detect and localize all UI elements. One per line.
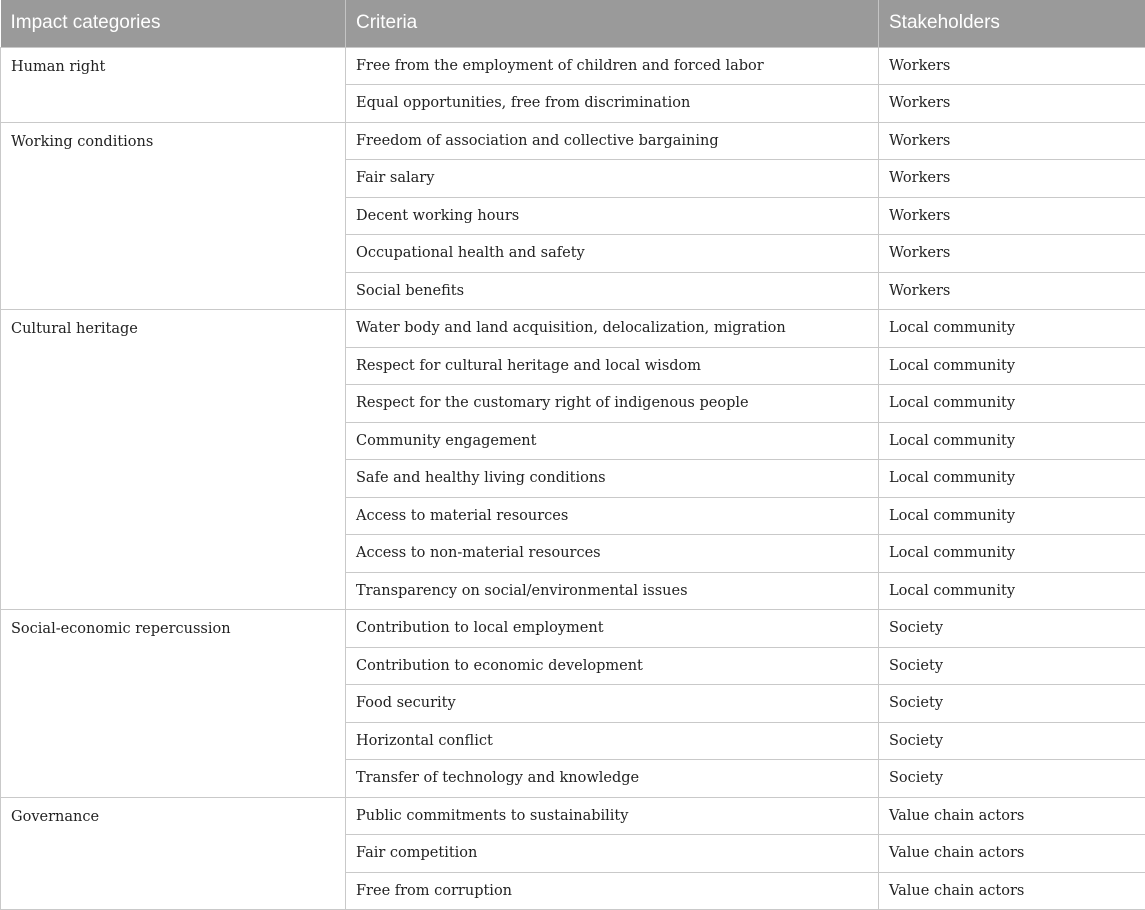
stakeholder-cell: Society — [879, 647, 1145, 685]
stakeholder-cell: Value chain actors — [879, 872, 1145, 910]
stakeholder-cell: Workers — [879, 85, 1145, 123]
criteria-cell: Contribution to economic development — [346, 647, 879, 685]
impact-category-cell: Governance — [1, 797, 346, 910]
criteria-cell: Transparency on social/environmental issues — [346, 572, 879, 610]
stakeholder-cell: Value chain actors — [879, 835, 1145, 873]
criteria-cell: Water body and land acquisition, delocalization, migration — [346, 310, 879, 348]
stakeholder-cell: Workers — [879, 197, 1145, 235]
stakeholder-cell: Society — [879, 722, 1145, 760]
impact-category-cell: Human right — [1, 47, 346, 122]
stakeholder-cell: Value chain actors — [879, 797, 1145, 835]
criteria-cell: Social benefits — [346, 272, 879, 310]
stakeholder-cell: Workers — [879, 235, 1145, 273]
criteria-cell: Access to material resources — [346, 497, 879, 535]
header-impact-categories: Impact categories — [1, 0, 346, 47]
criteria-cell: Freedom of association and collective bargaining — [346, 122, 879, 160]
impact-category-cell: Cultural heritage — [1, 310, 346, 610]
criteria-cell: Respect for the customary right of indigenous people — [346, 385, 879, 423]
criteria-cell: Safe and healthy living conditions — [346, 460, 879, 498]
stakeholder-cell: Local community — [879, 310, 1145, 348]
criteria-cell: Decent working hours — [346, 197, 879, 235]
header-stakeholders: Stakeholders — [879, 0, 1145, 47]
criteria-cell: Free from corruption — [346, 872, 879, 910]
criteria-cell: Food security — [346, 685, 879, 723]
stakeholder-cell: Local community — [879, 535, 1145, 573]
table-header — [1, 0, 1145, 47]
stakeholder-cell: Workers — [879, 272, 1145, 310]
table-body — [1, 47, 1145, 910]
header-row — [1, 0, 1145, 47]
impact-category-cell: Social-economic repercussion — [1, 610, 346, 798]
table-row — [1, 310, 1145, 348]
table-row — [1, 797, 1145, 835]
stakeholder-cell: Local community — [879, 497, 1145, 535]
criteria-cell: Public commitments to sustainability — [346, 797, 879, 835]
stakeholder-cell: Society — [879, 610, 1145, 648]
stakeholder-cell: Local community — [879, 422, 1145, 460]
table-row — [1, 122, 1145, 160]
criteria-cell: Access to non-material resources — [346, 535, 879, 573]
stakeholder-cell: Local community — [879, 572, 1145, 610]
criteria-cell: Respect for cultural heritage and local wisdom — [346, 347, 879, 385]
stakeholder-cell: Local community — [879, 385, 1145, 423]
criteria-cell: Fair salary — [346, 160, 879, 198]
criteria-cell: Horizontal conflict — [346, 722, 879, 760]
header-criteria: Criteria — [346, 0, 879, 47]
stakeholder-cell: Workers — [879, 160, 1145, 198]
stakeholder-cell: Local community — [879, 460, 1145, 498]
stakeholder-cell: Workers — [879, 122, 1145, 160]
criteria-cell: Contribution to local employment — [346, 610, 879, 648]
criteria-cell: Transfer of technology and knowledge — [346, 760, 879, 798]
table-row — [1, 47, 1145, 85]
criteria-cell: Fair competition — [346, 835, 879, 873]
criteria-cell: Equal opportunities, free from discrimination — [346, 85, 879, 123]
stakeholder-cell: Workers — [879, 47, 1145, 85]
table-row — [1, 610, 1145, 648]
impact-category-cell: Working conditions — [1, 122, 346, 310]
criteria-cell: Occupational health and safety — [346, 235, 879, 273]
criteria-cell: Free from the employment of children and forced labor — [346, 47, 879, 85]
stakeholder-cell: Society — [879, 760, 1145, 798]
stakeholder-cell: Society — [879, 685, 1145, 723]
stakeholder-cell: Local community — [879, 347, 1145, 385]
criteria-cell: Community engagement — [346, 422, 879, 460]
